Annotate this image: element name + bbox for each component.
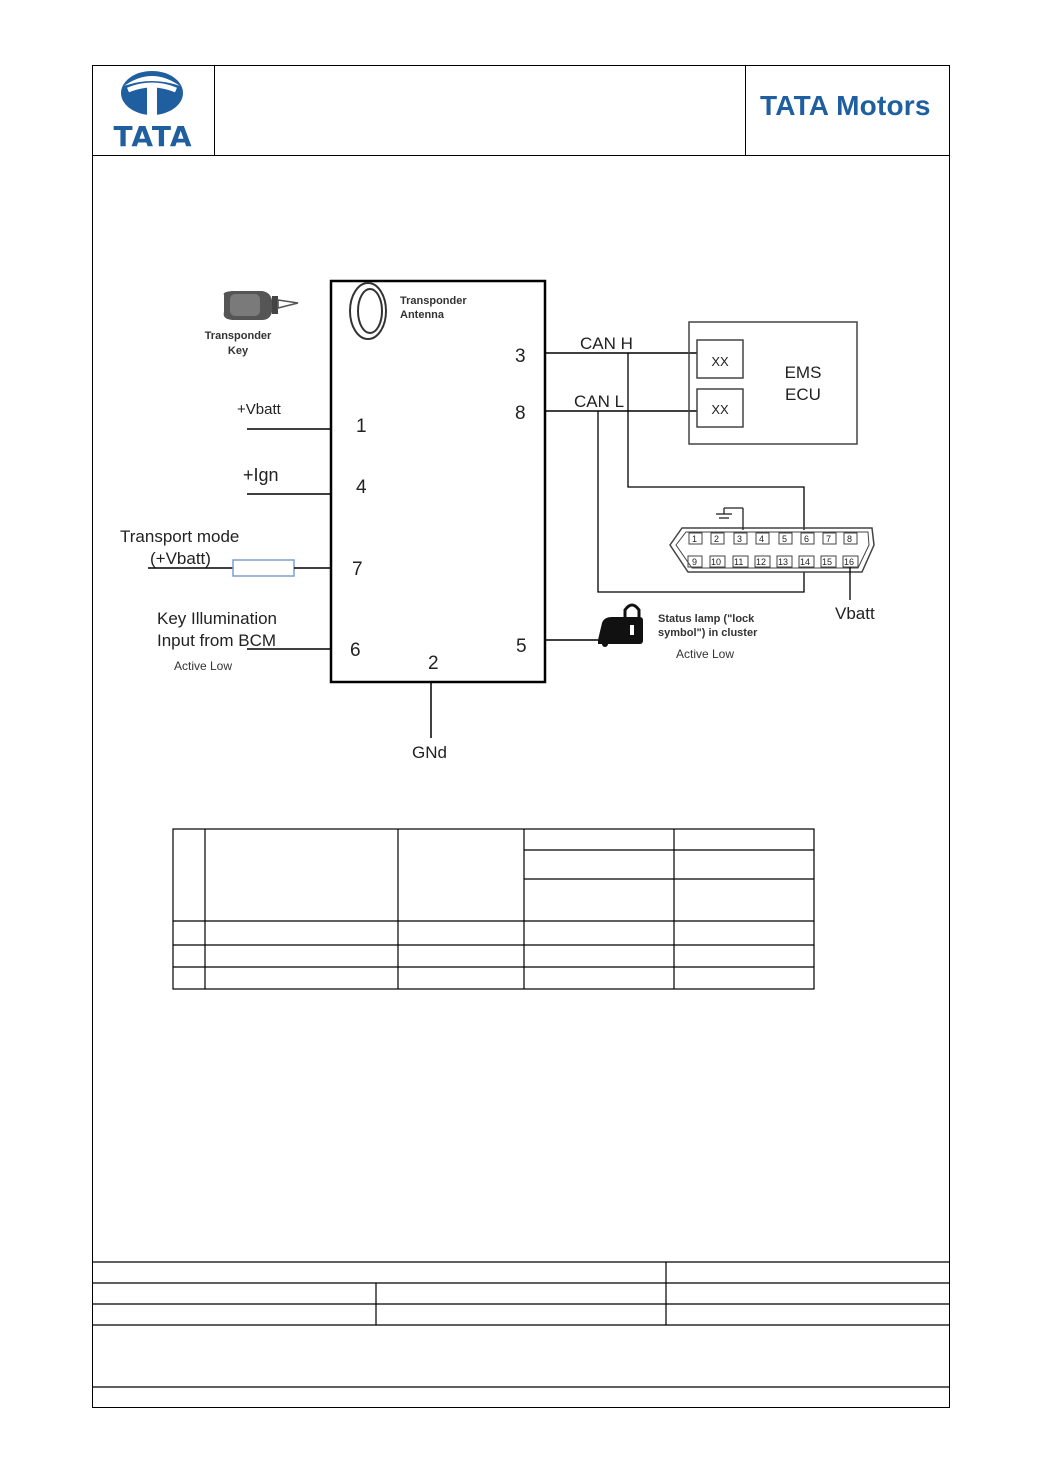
active-low-left-label: Active Low: [174, 659, 233, 673]
footer-table: [92, 1262, 950, 1387]
obd-vbatt-label: Vbatt: [835, 604, 875, 623]
diagram-text: 9: [692, 557, 698, 567]
status-lamp-label-2: symbol") in cluster: [658, 627, 758, 639]
diagram-text: 13: [778, 557, 789, 567]
status-lamp-label: Status lamp ("lock: [658, 613, 755, 625]
diagram-text: 7: [826, 534, 832, 544]
diagram-text: 14: [800, 557, 811, 567]
obd-ground-symbol-icon: [716, 508, 743, 530]
active-low-right-label: Active Low: [676, 647, 735, 661]
vbatt-input-label: +Vbatt: [237, 401, 281, 418]
diagram-text: 3: [737, 534, 743, 544]
transponder-antenna-label: Transponder: [400, 295, 467, 307]
transport-mode-resistor: [233, 560, 294, 576]
transponder-key-label: Transponder: [204, 330, 272, 342]
key-illumination-label-2: Input from BCM: [157, 631, 277, 650]
pin-6: 6: [350, 640, 361, 661]
key-illumination-label: Key Illumination: [157, 609, 278, 628]
diagram-text: 4: [759, 534, 765, 544]
ecu-title: EMS: [784, 363, 822, 382]
obd-bottom-pins: [688, 556, 858, 567]
transport-mode-label-2: (+Vbatt): [150, 549, 211, 568]
pin-2: 2: [428, 653, 439, 674]
lock-car-icon: [598, 605, 643, 647]
pin-8: 8: [515, 403, 526, 424]
can-h-label: CAN H: [580, 334, 633, 353]
transponder-antenna-icon: [350, 283, 386, 339]
diagram-text: 8: [847, 534, 853, 544]
diagram-text: 11: [734, 557, 744, 567]
diagram-text: 12: [756, 557, 767, 567]
pin-3: 3: [515, 346, 526, 367]
ecu-title-2: ECU: [785, 385, 821, 404]
gnd-label: GNd: [412, 743, 447, 762]
brand-title: TATA Motors: [760, 90, 931, 121]
transponder-antenna-label-2: Antenna: [400, 309, 444, 321]
pin-table: [173, 829, 814, 989]
diagram-text: 5: [782, 534, 788, 544]
diagram-text: 10: [711, 557, 722, 567]
can-l-label: CAN L: [574, 392, 625, 411]
ecu-terminal-2-label: XX: [711, 402, 729, 417]
pin-5: 5: [516, 636, 527, 657]
transponder-key-label-2: Key: [227, 345, 249, 357]
pin-7: 7: [352, 559, 363, 580]
pin-4: 4: [356, 477, 367, 498]
pin-1: 1: [356, 416, 367, 437]
logo-wordmark: TATA: [113, 120, 193, 153]
diagram-text: 1: [692, 534, 698, 544]
diagram-text: 16: [844, 557, 855, 567]
diagram-text: 15: [822, 557, 833, 567]
diagram-text: 2: [714, 534, 720, 544]
obd-top-pins: [689, 533, 857, 544]
transport-mode-label: Transport mode: [120, 527, 240, 546]
diagram-text: 6: [804, 534, 810, 544]
ecu-terminal-1-label: XX: [711, 354, 729, 369]
ign-input-label: +Ign: [243, 465, 279, 485]
transponder-key-icon: [224, 291, 298, 320]
